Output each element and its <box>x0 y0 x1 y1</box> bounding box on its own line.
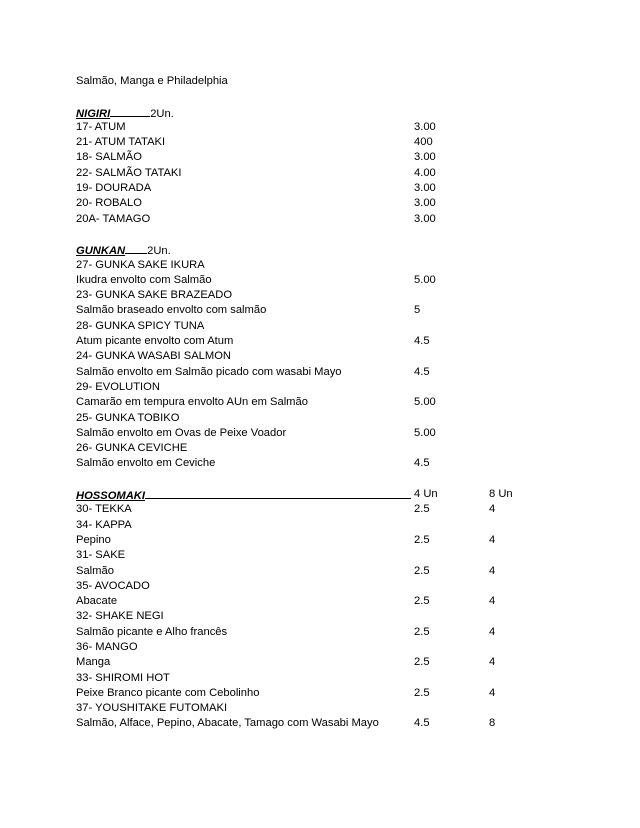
hossomaki-row <box>76 671 596 686</box>
hossomaki-title: HOSSOMAKI <box>76 490 145 503</box>
nigiri-row <box>76 196 596 211</box>
item-name: 25- GUNKA TOBIKO <box>76 411 180 424</box>
gunkan-list <box>76 258 596 472</box>
gunkan-row <box>76 441 596 456</box>
price-4un: 2.5 <box>414 656 430 669</box>
gunkan-desc-row <box>76 303 596 318</box>
hossomaki-desc-row <box>76 686 596 701</box>
nigiri-row <box>76 181 596 196</box>
gunkan-desc-row <box>76 395 596 410</box>
price-4un: 2.5 <box>414 503 430 516</box>
item-name: 28- GUNKA SPICY TUNA <box>76 319 205 332</box>
gunkan-row <box>76 380 596 395</box>
price-4un: 2.5 <box>414 533 430 546</box>
price-8un: 4 <box>489 564 496 577</box>
col-4un: 4 Un <box>414 488 438 501</box>
gunkan-title: GUNKAN <box>76 245 126 258</box>
item-name: 29- EVOLUTION <box>76 380 160 393</box>
item-price: 5.00 <box>414 426 436 439</box>
col-8un: 8 Un <box>489 488 513 501</box>
price-8un: 4 <box>489 533 496 546</box>
hossomaki-list <box>76 518 596 732</box>
nigiri-list <box>76 120 596 227</box>
hossomaki-desc-row <box>76 655 596 670</box>
item-desc: Peixe Branco picante com Cebolinho <box>76 686 260 699</box>
item-name: 35- AVOCADO <box>76 579 150 592</box>
item-desc: Salmão envolto em Ovas de Peixe Voador <box>76 426 287 439</box>
item-price: 4.5 <box>414 457 430 470</box>
price-8un: 4 <box>489 625 496 638</box>
price-4un: 4.5 <box>414 717 430 730</box>
item-price: 5 <box>414 304 421 317</box>
nigiri-title: NIGIRI <box>76 107 111 120</box>
gunkan-row <box>76 319 596 334</box>
item-name: 21- ATUM TATAKI <box>76 136 166 149</box>
item-price: 3.00 <box>414 212 436 225</box>
hossomaki-desc-row <box>76 594 596 609</box>
item-name: 34- KAPPA <box>76 518 132 531</box>
price-8un: 4 <box>489 656 496 669</box>
item-desc: Pepino <box>76 533 111 546</box>
hossomaki-header <box>76 487 596 502</box>
nigiri-row <box>76 150 596 165</box>
item-name: 32- SHAKE NEGI <box>76 610 164 623</box>
item-desc: Salmão <box>76 564 114 577</box>
item-price: 5.00 <box>414 396 436 409</box>
item-desc: Salmão picante e Alho francês <box>76 625 228 638</box>
item-name: 37- YOUSHITAKE FUTOMAKI <box>76 702 228 715</box>
item-desc: Salmão braseado envolto com salmão <box>76 304 267 317</box>
item-price: 4.00 <box>414 166 436 179</box>
item-desc: Atum picante envolto com Atum <box>76 335 234 348</box>
item-name: 31- SAKE <box>76 549 126 562</box>
item-price: 3.00 <box>414 120 436 133</box>
gunkan-desc-row <box>76 365 596 380</box>
item-name: 17- ATUM <box>76 120 126 133</box>
item-desc: Camarão em tempura envolto AUn em Salmão <box>76 396 308 409</box>
hossomaki-desc-row <box>76 533 596 548</box>
item-price: 4.5 <box>414 365 430 378</box>
gunkan-row <box>76 288 596 303</box>
hossomaki-row <box>76 548 596 563</box>
price-8un: 8 <box>489 717 496 730</box>
item-price: 3.00 <box>414 182 436 195</box>
item-price: 5.00 <box>414 273 436 286</box>
hossomaki-row <box>76 579 596 594</box>
gunkan-row <box>76 349 596 364</box>
price-4un: 2.5 <box>414 564 430 577</box>
price-4un: 2.5 <box>414 625 430 638</box>
nigiri-row <box>76 166 596 181</box>
price-4un: 2.5 <box>414 595 430 608</box>
item-name: 18- SALMÃO <box>76 151 142 164</box>
item-name: 33- SHIROMI HOT <box>76 671 170 684</box>
gunkan-desc-row <box>76 334 596 349</box>
item-name: 20- ROBALO <box>76 197 142 210</box>
hossomaki-row <box>76 609 596 624</box>
item-desc: Salmão, Alface, Pepino, Abacate, Tamago com Wasabi Mayo <box>76 717 379 730</box>
item-name: 20A- TAMAGO <box>76 212 151 225</box>
nigiri-unit: 2Un. <box>150 107 174 120</box>
item-name: 27- GUNKA SAKE IKURA <box>76 258 205 271</box>
price-8un: 4 <box>489 503 496 516</box>
item-desc: Abacate <box>76 595 118 608</box>
item-name: 30- TEKKA <box>76 503 132 516</box>
hossomaki-row <box>76 640 596 655</box>
price-4un: 2.5 <box>414 686 430 699</box>
item-price: 3.00 <box>414 197 436 210</box>
hossomaki-desc-row <box>76 716 596 731</box>
item-desc: Salmão envolto em Ceviche <box>76 457 216 470</box>
nigiri-row <box>76 120 596 135</box>
price-8un: 4 <box>489 686 496 699</box>
intro-text: Salmão, Manga e Philadelphia <box>76 75 228 87</box>
nigiri-row <box>76 212 596 227</box>
hossomaki-desc-row <box>76 625 596 640</box>
nigiri-row <box>76 135 596 150</box>
item-desc: Salmão envolto em Salmão picado com wasabi Mayo <box>76 365 342 378</box>
item-name: 36- MANGO <box>76 640 138 653</box>
hossomaki-row <box>76 502 596 517</box>
item-name: 22- SALMÃO TATAKI <box>76 166 182 179</box>
item-price: 4.5 <box>414 335 430 348</box>
item-name: 23- GUNKA SAKE BRAZEADO <box>76 289 233 302</box>
item-price: 400 <box>414 136 433 149</box>
hossomaki-row <box>76 701 596 716</box>
item-price: 3.00 <box>414 151 436 164</box>
menu-document <box>76 74 596 732</box>
price-8un: 4 <box>489 595 496 608</box>
hossomaki-desc-row <box>76 564 596 579</box>
item-desc: Manga <box>76 656 111 669</box>
item-desc: Ikudra envolto com Salmão <box>76 273 212 286</box>
nigiri-header <box>76 105 596 120</box>
gunkan-unit: 2Un. <box>147 245 171 258</box>
gunkan-header <box>76 242 596 257</box>
gunkan-row <box>76 411 596 426</box>
item-name: 19- DOURADA <box>76 182 152 195</box>
gunkan-desc-row <box>76 426 596 441</box>
hossomaki-row <box>76 518 596 533</box>
gunkan-desc-row <box>76 456 596 471</box>
gunkan-row <box>76 258 596 273</box>
gunkan-desc-row <box>76 273 596 288</box>
item-name: 26- GUNKA CEVICHE <box>76 442 188 455</box>
item-name: 24- GUNKA WASABI SALMON <box>76 350 232 363</box>
